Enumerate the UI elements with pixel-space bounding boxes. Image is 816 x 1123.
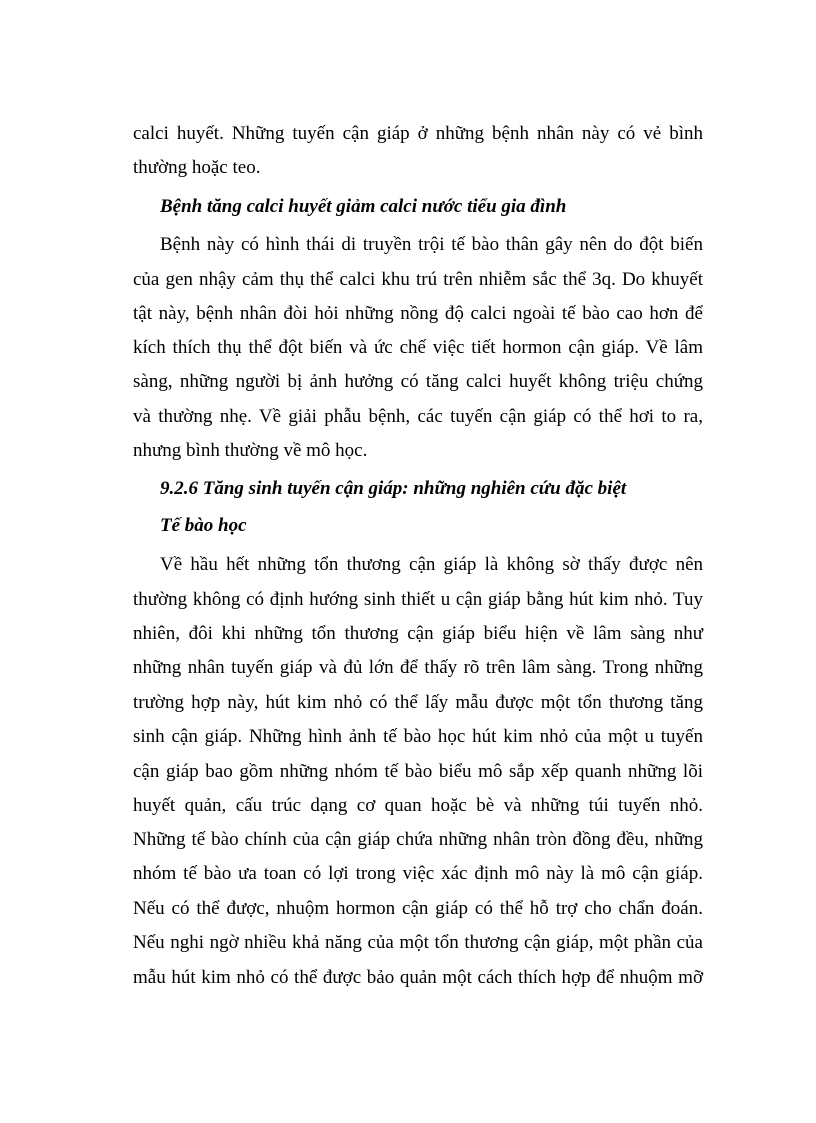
paragraph-line: mẫu hút kim nhỏ có thể được bảo quản một cách thích hợp để nhuộm mỡ bbox=[133, 967, 703, 988]
paragraph-line: Về hầu hết những tổn thương cận giáp là không sờ thấy được nên bbox=[160, 554, 703, 575]
paragraph-line: nhiên, đôi khi những tổn thương cận giáp biểu hiện về lâm sàng như bbox=[133, 623, 703, 644]
paragraph-line: kích thích thụ thể đột biến và ức chế việc tiết hormon cận giáp. Về lâm bbox=[133, 337, 703, 358]
section-heading: Bệnh tăng calci huyết giảm calci nước tiểu gia đình bbox=[160, 196, 567, 217]
paragraph-line: Nếu nghi ngờ nhiều khả năng của một tổn thương cận giáp, một phần của bbox=[133, 932, 703, 953]
paragraph-line: của gen nhậy cảm thụ thể calci khu trú trên nhiễm sắc thể 3q. Do khuyết bbox=[133, 269, 703, 290]
subsection-heading: Tế bào học bbox=[160, 515, 247, 536]
paragraph-line: Những tế bào chính của cận giáp chứa những nhân tròn đồng đều, những bbox=[133, 829, 703, 850]
paragraph-line: trường hợp này, hút kim nhỏ có thể lấy mẫu được một tổn thương tăng bbox=[133, 692, 703, 713]
paragraph-line: Bệnh này có hình thái di truyền trội tế bào thân gây nên do đột biến bbox=[160, 234, 703, 255]
paragraph-line: sàng, những người bị ảnh hưởng có tăng calci huyết không triệu chứng bbox=[133, 371, 703, 392]
paragraph-line: tật này, bệnh nhân đòi hỏi những nồng độ calci ngoài tế bào cao hơn để bbox=[133, 303, 703, 324]
paragraph-line: những nhân tuyến giáp và đủ lớn để thấy rõ trên lâm sàng. Trong những bbox=[133, 657, 703, 678]
paragraph-line: và thường nhẹ. Về giải phẫu bệnh, các tuyến cận giáp có thể hơi to ra, bbox=[133, 406, 703, 427]
paragraph-line: cận giáp bao gồm những nhóm tế bào biểu mô sắp xếp quanh những lõi bbox=[133, 761, 703, 782]
section-heading: 9.2.6 Tăng sinh tuyến cận giáp: những nghiên cứu đặc biệt bbox=[160, 478, 627, 499]
paragraph-line: huyết quản, cấu trúc dạng cơ quan hoặc bè và những túi tuyến nhỏ. bbox=[133, 795, 703, 816]
paragraph-line: nhóm tế bào ưa toan có lợi trong việc xác định mô này là mô cận giáp. bbox=[133, 863, 703, 884]
paragraph-line: thường không có định hướng sinh thiết u cận giáp bằng hút kim nhỏ. Tuy bbox=[133, 589, 703, 610]
paragraph-line: nhưng bình thường về mô học. bbox=[133, 440, 368, 461]
paragraph-line: calci huyết. Những tuyến cận giáp ở những bệnh nhân này có vẻ bình bbox=[133, 123, 703, 144]
paragraph-line: Nếu có thể được, nhuộm hormon cận giáp có thể hỗ trợ cho chẩn đoán. bbox=[133, 898, 703, 919]
paragraph-line: thường hoặc teo. bbox=[133, 157, 261, 178]
paragraph-line: sinh cận giáp. Những hình ảnh tế bào học hút kim nhỏ của một u tuyến bbox=[133, 726, 703, 747]
